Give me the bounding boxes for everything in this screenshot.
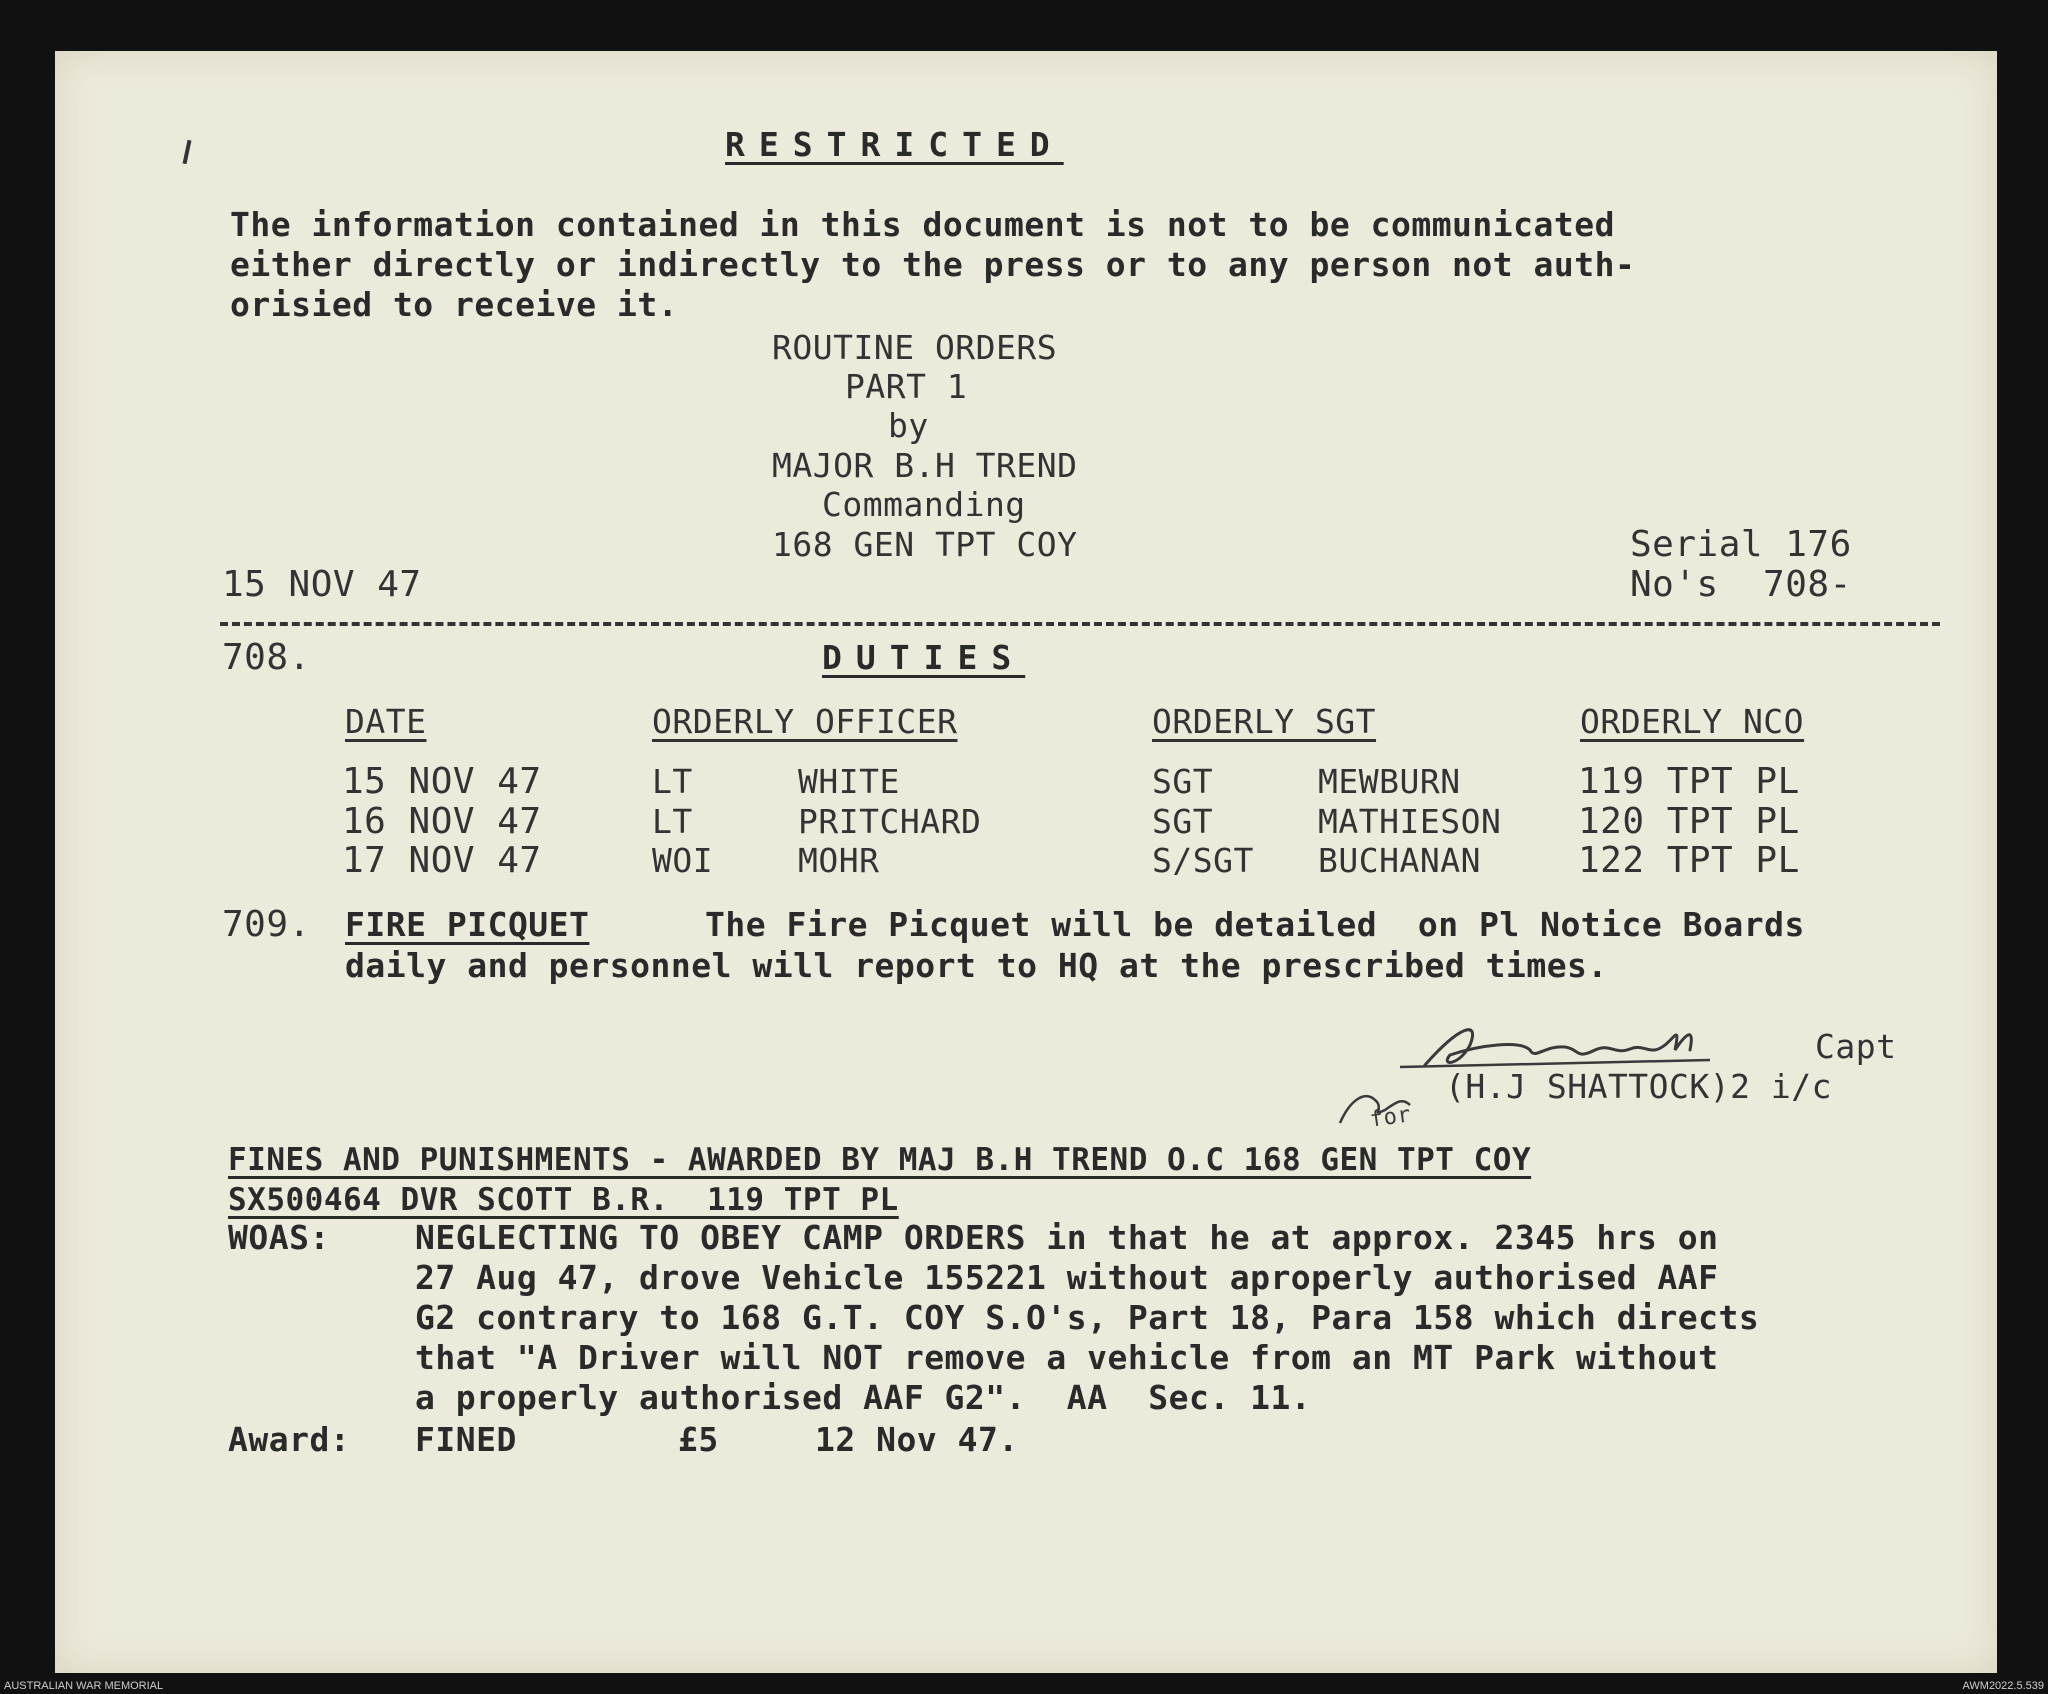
col-header-orderly-sgt: ORDERLY SGT	[1152, 702, 1377, 741]
duty-row-2-officer-name: PRITCHARD	[798, 802, 982, 841]
duty-row-3-sgt-rank: S/SGT	[1152, 841, 1254, 880]
signature-name: (H.J SHATTOCK)2 i/c	[1445, 1067, 1832, 1106]
charge-label: WOAS:	[228, 1218, 330, 1257]
duty-row-3-nco: 122 TPT PL	[1578, 840, 1800, 881]
charge-line-3: G2 contrary to 168 G.T. COY S.O's, Part 18, Para 158 which directs	[415, 1298, 1760, 1337]
order-date: 15 NOV 47	[222, 564, 422, 605]
duty-row-3-date: 17 NOV 47	[342, 840, 542, 881]
title-by: by	[888, 406, 929, 445]
duty-row-1-officer-name: WHITE	[798, 762, 900, 801]
duties-number: 708.	[222, 637, 311, 678]
title-part: PART 1	[845, 367, 968, 406]
notice-line-3: orisied to receive it.	[230, 285, 679, 324]
charge-line-4: that "A Driver will NOT remove a vehicle from an MT Park without	[415, 1338, 1719, 1377]
duty-row-1-sgt-rank: SGT	[1152, 762, 1214, 801]
duty-row-1-nco: 119 TPT PL	[1578, 761, 1800, 802]
duty-row-1-sgt-name: MEWBURN	[1318, 762, 1461, 801]
title-commanding: Commanding	[822, 485, 1026, 524]
fines-heading: FINES AND PUNISHMENTS - AWARDED BY MAJ B.H TREND O.C 168 GEN TPT COY	[228, 1142, 1532, 1178]
serial-number: Serial 176	[1630, 524, 1852, 565]
col-header-date: DATE	[345, 702, 427, 741]
footer-source: AUSTRALIAN WAR MEMORIAL	[4, 1680, 164, 1692]
duty-row-3-officer-name: MOHR	[798, 841, 880, 880]
charge-line-5: a properly authorised AAF G2". AA Sec. 11.	[415, 1378, 1312, 1417]
classification-heading: RESTRICTED	[725, 125, 1064, 164]
fines-soldier: SX500464 DVR SCOTT B.R. 119 TPT PL	[228, 1182, 899, 1218]
duty-row-2-sgt-name: MATHIESON	[1318, 802, 1502, 841]
order-numbers: No's 708-	[1630, 564, 1852, 605]
separator-line	[220, 622, 1940, 626]
duty-row-3-sgt-name: BUCHANAN	[1318, 841, 1481, 880]
title-routine-orders: ROUTINE ORDERS	[772, 328, 1058, 367]
footer-reference: AWM2022.5.539	[1962, 1680, 2044, 1692]
duty-row-2-officer-rank: LT	[652, 802, 693, 841]
col-header-orderly-nco: ORDERLY NCO	[1580, 702, 1805, 741]
notice-line-2: either directly or indirectly to the press or to any person not auth-	[230, 245, 1636, 284]
duty-row-1-officer-rank: LT	[652, 762, 693, 801]
duty-row-2-nco: 120 TPT PL	[1578, 801, 1800, 842]
signature-rank: Capt	[1815, 1027, 1897, 1066]
fire-picquet-number: 709.	[222, 904, 311, 945]
charge-line-1: NEGLECTING TO OBEY CAMP ORDERS in that he at approx. 2345 hrs on	[415, 1218, 1719, 1257]
title-unit: 168 GEN TPT COY	[772, 525, 1078, 564]
col-header-orderly-officer: ORDERLY OFFICER	[652, 702, 958, 741]
award-value: FINED	[415, 1420, 517, 1459]
duty-row-1-date: 15 NOV 47	[342, 761, 542, 802]
duty-row-2-date: 16 NOV 47	[342, 801, 542, 842]
award-label: Award:	[228, 1420, 351, 1459]
fire-picquet-heading: FIRE PICQUET	[345, 905, 590, 944]
signature-for-prefix: for	[1368, 1102, 1413, 1133]
fire-picquet-line-1: The Fire Picquet will be detailed on Pl Notice Boards	[705, 905, 1805, 944]
title-commander: MAJOR B.H TREND	[772, 446, 1078, 485]
award-date: 12 Nov 47.	[815, 1420, 1019, 1459]
duty-row-3-officer-rank: WOI	[652, 841, 714, 880]
notice-line-1: The information contained in this document is not to be communicated	[230, 205, 1616, 244]
duty-row-2-sgt-rank: SGT	[1152, 802, 1214, 841]
charge-line-2: 27 Aug 47, drove Vehicle 155221 without aproperly authorised AAF	[415, 1258, 1719, 1297]
award-amount: £5	[678, 1420, 719, 1459]
duties-heading: DUTIES	[822, 638, 1026, 677]
fire-picquet-line-2: daily and personnel will report to HQ at the prescribed times.	[345, 946, 1608, 985]
